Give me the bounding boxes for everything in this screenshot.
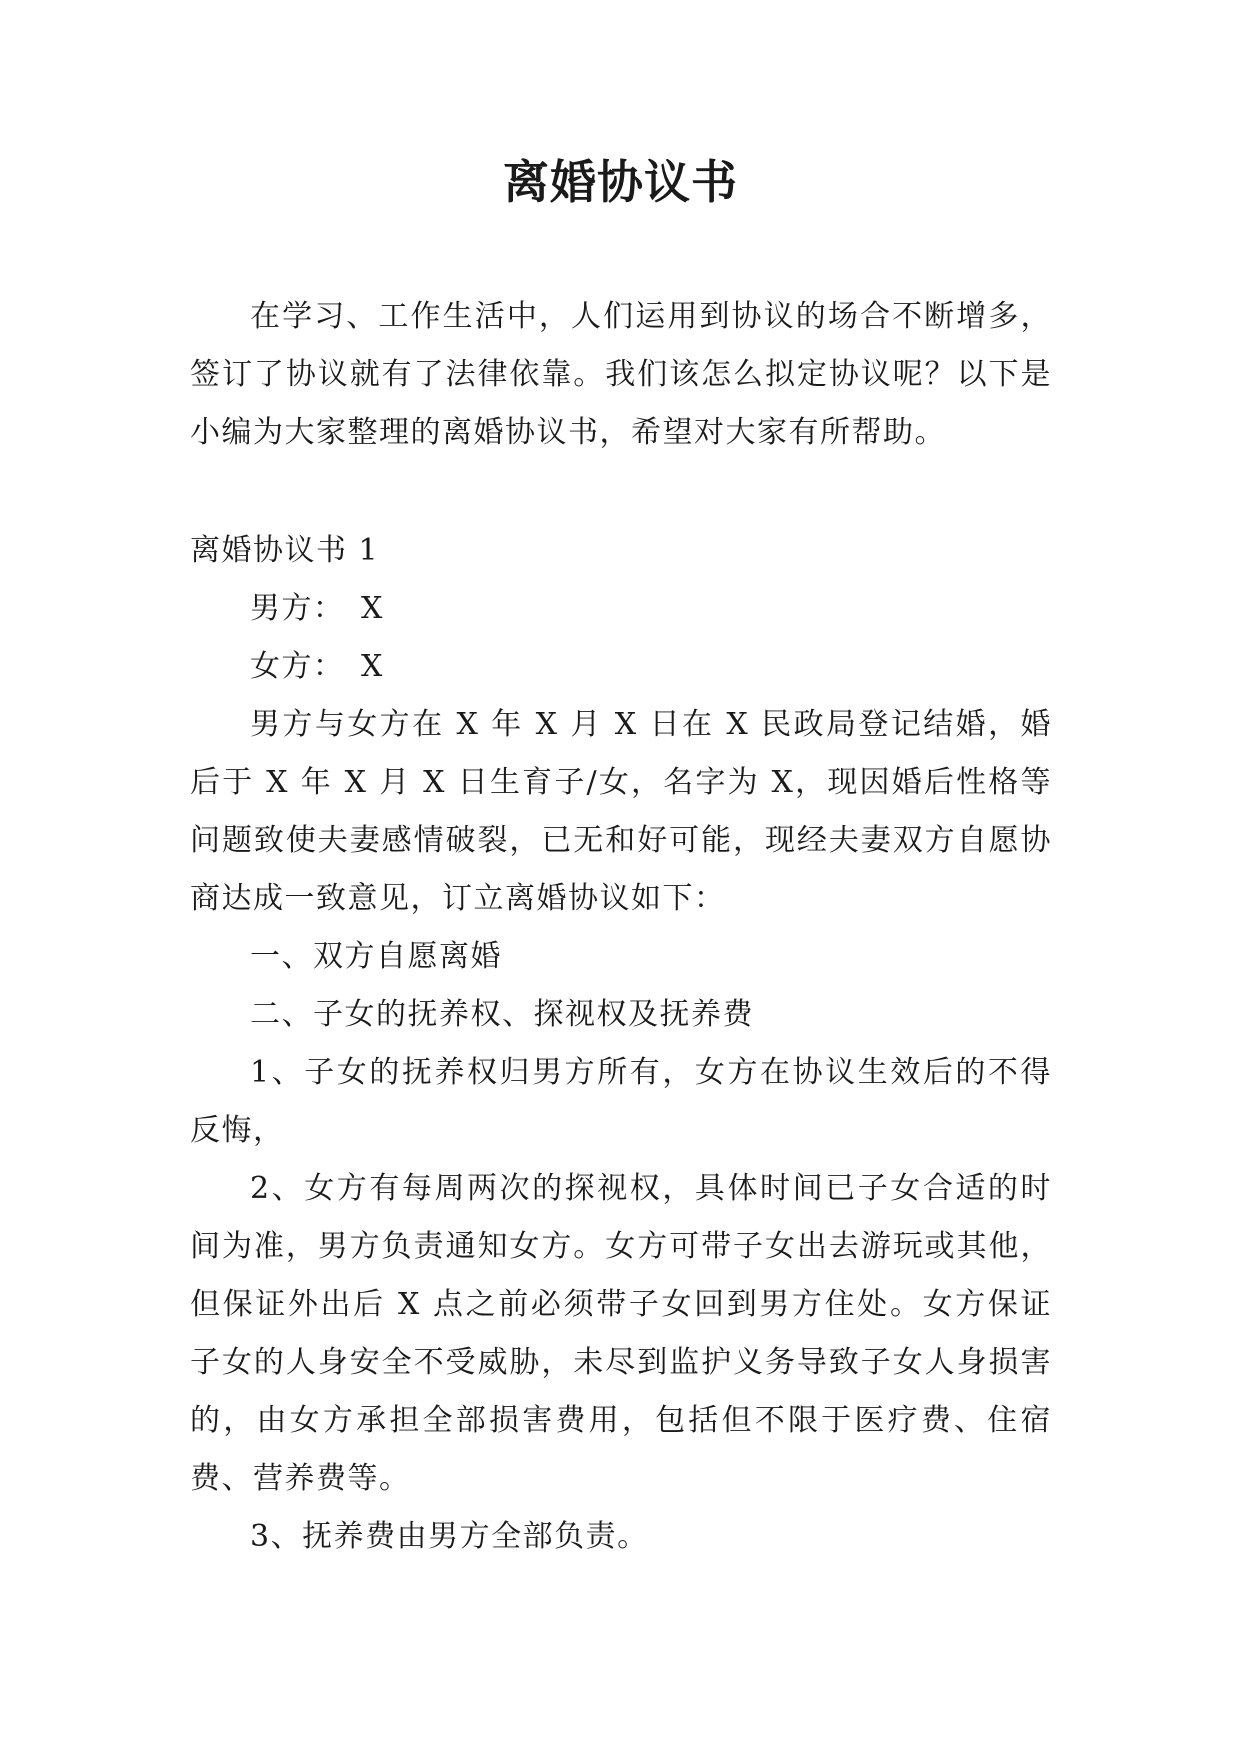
section-heading: 离婚协议书 1 <box>190 533 380 568</box>
agreement-body <box>190 522 1052 1566</box>
female-party-line: 女方： X <box>250 649 384 684</box>
clause-2-item-1: 1、子女的抚养权归男方所有，女方在协议生效后的不得反悔， <box>190 1055 1052 1148</box>
document-title: 离婚协议书 <box>503 155 738 209</box>
clause-2-item-2: 2、女方有每周两次的探视权，具体时间已子女合适的时间为准，男方负责通知女方。女方可带子女出去游玩或其他，但保证外出后 X 点之前必须带子女回到男方住处。女方保证子女的人身安全不受威胁，未尽到监护义务导致子女人身损害的，由女方承担全部损害费用，包括但不限于医疗费、住宿费、营养费等。 <box>190 1171 1052 1496</box>
intro-paragraph: 在学习、工作生活中，人们运用到协议的场合不断增多，签订了协议就有了法律依靠。我们该怎么拟定协议呢？以下是小编为大家整理的离婚协议书，希望对大家有所帮助。 <box>190 299 1052 450</box>
clause-2-heading: 二、子女的抚养权、探视权及抚养费 <box>250 997 754 1032</box>
agreement-paragraph: 男方与女方在 X 年 X 月 X 日在 X 民政局登记结婚，婚后于 X 年 X 月 X 日生育子/女，名字为 X，现因婚后性格等问题致使夫妻感情破裂，已无和好可能，现经夫妻双方自愿协商达成一致意见，订立离婚协议如下： <box>190 707 1052 916</box>
intro-block <box>190 288 1052 462</box>
clause-2-item-3: 3、抚养费由男方全部负责。 <box>250 1519 649 1554</box>
clause-1-heading: 一、双方自愿离婚 <box>250 939 502 974</box>
male-party-line: 男方： X <box>250 591 384 626</box>
